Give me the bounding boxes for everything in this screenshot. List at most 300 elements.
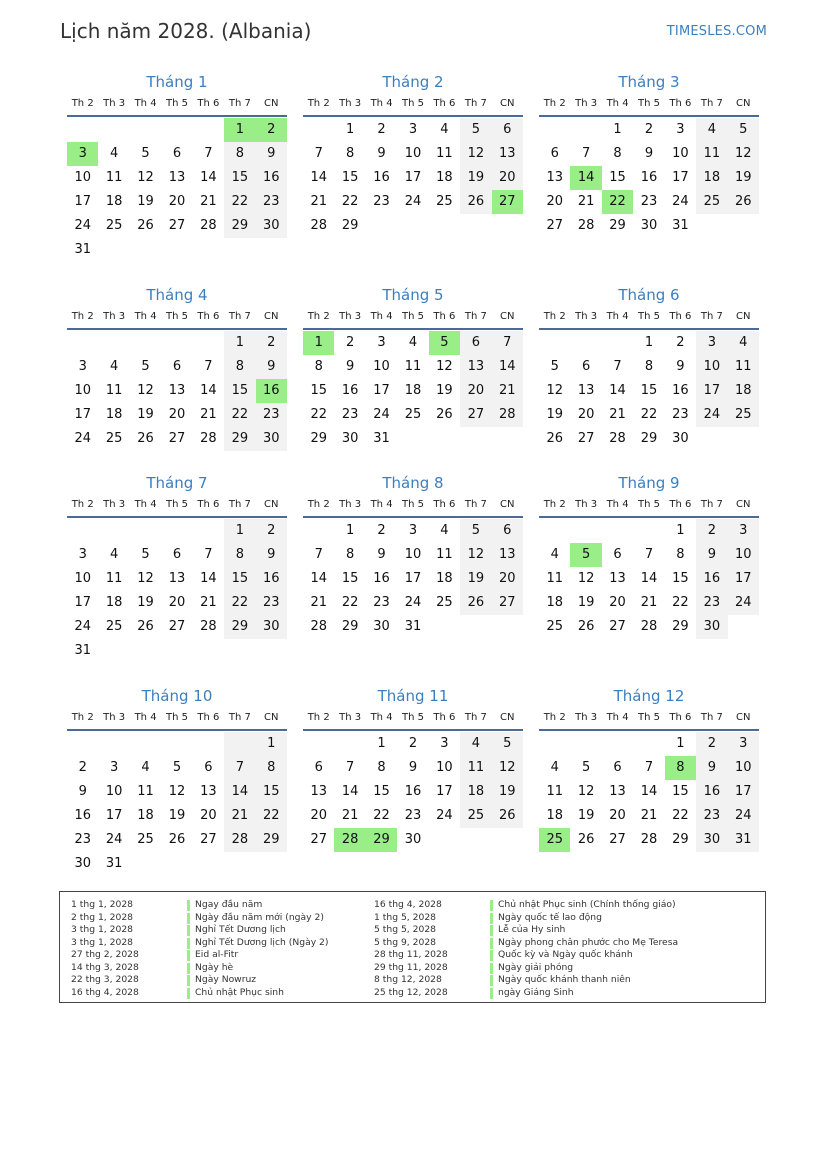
day-cell[interactable]: 12 <box>728 142 759 166</box>
day-cell[interactable]: 18 <box>404 383 422 398</box>
day-cell[interactable]: 26 <box>577 619 595 634</box>
day-cell[interactable]: 7 <box>204 146 213 161</box>
day-cell[interactable]: 14 <box>310 571 327 586</box>
day-cell[interactable]: 29 <box>609 218 626 233</box>
day-cell[interactable]: 18 <box>105 595 123 610</box>
holiday-day-cell[interactable]: 1 <box>224 118 255 142</box>
day-cell[interactable]: 30 <box>373 619 390 634</box>
day-cell[interactable]: 19 <box>577 808 595 823</box>
day-cell[interactable]: 26 <box>137 619 154 634</box>
day-cell[interactable]: 6 <box>172 359 182 374</box>
day-cell[interactable]: 3 <box>78 547 87 562</box>
day-cell[interactable]: 27 <box>577 431 595 446</box>
day-cell[interactable]: 21 <box>200 407 217 422</box>
day-cell[interactable]: 30 <box>640 218 658 233</box>
day-cell[interactable]: 20 <box>546 194 563 209</box>
day-cell[interactable]: 11 <box>436 146 453 161</box>
day-cell[interactable]: 8 <box>224 142 255 166</box>
day-cell[interactable]: 1 <box>644 335 654 350</box>
day-cell[interactable]: 26 <box>728 190 759 214</box>
day-cell[interactable]: 19 <box>546 407 563 422</box>
day-cell[interactable]: 9 <box>256 355 287 379</box>
day-cell[interactable]: 1 <box>377 736 386 751</box>
day-cell[interactable]: 25 <box>546 619 563 634</box>
day-cell[interactable]: 20 <box>200 808 217 823</box>
holiday-day-cell[interactable]: 29 <box>366 828 397 852</box>
day-cell[interactable]: 11 <box>728 355 759 379</box>
day-cell[interactable]: 18 <box>105 194 123 209</box>
day-cell[interactable]: 10 <box>728 756 759 780</box>
day-cell[interactable]: 22 <box>256 804 287 828</box>
day-cell[interactable]: 5 <box>460 519 491 543</box>
day-cell[interactable]: 12 <box>137 571 154 586</box>
day-cell[interactable]: 23 <box>672 407 689 422</box>
day-cell[interactable]: 18 <box>436 170 453 185</box>
day-cell[interactable]: 27 <box>168 619 186 634</box>
day-cell[interactable]: 27 <box>609 832 626 847</box>
day-cell[interactable]: 23 <box>74 832 91 847</box>
day-cell[interactable]: 25 <box>404 407 422 422</box>
day-cell[interactable]: 4 <box>109 359 119 374</box>
day-cell[interactable]: 4 <box>440 523 449 538</box>
day-cell[interactable]: 9 <box>78 784 87 799</box>
day-cell[interactable]: 31 <box>373 431 390 446</box>
day-cell[interactable]: 11 <box>404 359 422 374</box>
day-cell[interactable]: 28 <box>640 832 658 847</box>
day-cell[interactable]: 17 <box>728 780 759 804</box>
day-cell[interactable]: 17 <box>74 407 91 422</box>
day-cell[interactable]: 19 <box>137 595 154 610</box>
day-cell[interactable]: 14 <box>200 383 217 398</box>
day-cell[interactable]: 24 <box>404 595 422 610</box>
day-cell[interactable]: 7 <box>492 331 523 355</box>
day-cell[interactable]: 14 <box>200 170 217 185</box>
day-cell[interactable]: 10 <box>696 355 727 379</box>
day-cell[interactable]: 2 <box>256 331 287 355</box>
holiday-day-cell[interactable]: 8 <box>665 756 696 780</box>
day-cell[interactable]: 2 <box>78 760 87 775</box>
day-cell[interactable]: 4 <box>408 335 418 350</box>
day-cell[interactable]: 7 <box>644 760 654 775</box>
day-cell[interactable]: 17 <box>404 571 422 586</box>
day-cell[interactable]: 3 <box>728 519 759 543</box>
day-cell[interactable]: 20 <box>609 808 626 823</box>
day-cell[interactable]: 27 <box>492 591 523 615</box>
day-cell[interactable]: 11 <box>436 547 453 562</box>
day-cell[interactable]: 23 <box>256 190 287 214</box>
day-cell[interactable]: 12 <box>460 142 491 166</box>
day-cell[interactable]: 5 <box>550 359 559 374</box>
day-cell[interactable]: 13 <box>609 571 626 586</box>
day-cell[interactable]: 16 <box>74 808 91 823</box>
day-cell[interactable]: 23 <box>373 194 390 209</box>
day-cell[interactable]: 1 <box>256 732 287 756</box>
day-cell[interactable]: 24 <box>404 194 422 209</box>
day-cell[interactable]: 12 <box>577 784 595 799</box>
day-cell[interactable]: 16 <box>640 170 658 185</box>
day-cell[interactable]: 2 <box>696 519 727 543</box>
day-cell[interactable]: 26 <box>137 431 154 446</box>
day-cell[interactable]: 9 <box>377 547 386 562</box>
day-cell[interactable]: 6 <box>613 760 622 775</box>
day-cell[interactable]: 6 <box>204 760 213 775</box>
day-cell[interactable]: 22 <box>672 595 689 610</box>
day-cell[interactable]: 4 <box>460 732 491 756</box>
day-cell[interactable]: 8 <box>613 146 622 161</box>
day-cell[interactable]: 10 <box>74 383 91 398</box>
day-cell[interactable]: 27 <box>460 403 491 427</box>
day-cell[interactable]: 14 <box>224 780 255 804</box>
day-cell[interactable]: 15 <box>341 170 359 185</box>
day-cell[interactable]: 13 <box>609 784 626 799</box>
day-cell[interactable]: 22 <box>373 808 390 823</box>
day-cell[interactable]: 10 <box>404 547 422 562</box>
day-cell[interactable]: 14 <box>200 571 217 586</box>
day-cell[interactable]: 15 <box>224 567 255 591</box>
day-cell[interactable]: 7 <box>204 547 213 562</box>
day-cell[interactable]: 14 <box>609 383 626 398</box>
day-cell[interactable]: 24 <box>105 832 123 847</box>
day-cell[interactable]: 3 <box>408 523 418 538</box>
day-cell[interactable]: 11 <box>460 756 491 780</box>
day-cell[interactable]: 10 <box>74 170 91 185</box>
day-cell[interactable]: 15 <box>373 784 390 799</box>
day-cell[interactable]: 20 <box>492 567 523 591</box>
day-cell[interactable]: 5 <box>141 547 150 562</box>
day-cell[interactable]: 2 <box>377 523 386 538</box>
day-cell[interactable]: 31 <box>105 856 123 871</box>
day-cell[interactable]: 1 <box>613 122 622 137</box>
day-cell[interactable]: 11 <box>105 571 123 586</box>
day-cell[interactable]: 4 <box>141 760 150 775</box>
day-cell[interactable]: 7 <box>204 359 213 374</box>
day-cell[interactable]: 29 <box>310 431 327 446</box>
day-cell[interactable]: 1 <box>676 736 685 751</box>
day-cell[interactable]: 24 <box>74 619 91 634</box>
day-cell[interactable]: 28 <box>200 619 217 634</box>
day-cell[interactable]: 13 <box>168 383 186 398</box>
day-cell[interactable]: 4 <box>728 331 759 355</box>
day-cell[interactable]: 26 <box>436 407 453 422</box>
day-cell[interactable]: 8 <box>224 543 255 567</box>
day-cell[interactable]: 9 <box>696 756 727 780</box>
day-cell[interactable]: 10 <box>728 543 759 567</box>
day-cell[interactable]: 4 <box>109 146 119 161</box>
day-cell[interactable]: 24 <box>728 804 759 828</box>
day-cell[interactable]: 19 <box>436 383 453 398</box>
day-cell[interactable]: 8 <box>224 355 255 379</box>
day-cell[interactable]: 20 <box>577 407 595 422</box>
day-cell[interactable]: 17 <box>105 808 123 823</box>
day-cell[interactable]: 27 <box>168 431 186 446</box>
day-cell[interactable]: 12 <box>460 543 491 567</box>
day-cell[interactable]: 9 <box>644 146 654 161</box>
day-cell[interactable]: 19 <box>168 808 186 823</box>
day-cell[interactable]: 8 <box>345 547 355 562</box>
day-cell[interactable]: 17 <box>404 170 422 185</box>
day-cell[interactable]: 20 <box>310 808 327 823</box>
day-cell[interactable]: 15 <box>672 571 689 586</box>
day-cell[interactable]: 25 <box>137 832 154 847</box>
day-cell[interactable]: 21 <box>200 194 217 209</box>
day-cell[interactable]: 6 <box>172 547 182 562</box>
day-cell[interactable]: 25 <box>436 194 453 209</box>
day-cell[interactable]: 15 <box>256 780 287 804</box>
day-cell[interactable]: 21 <box>310 194 327 209</box>
day-cell[interactable]: 5 <box>141 146 150 161</box>
day-cell[interactable]: 7 <box>345 760 355 775</box>
day-cell[interactable]: 7 <box>581 146 591 161</box>
day-cell[interactable]: 12 <box>577 571 595 586</box>
day-cell[interactable]: 17 <box>373 383 390 398</box>
day-cell[interactable]: 22 <box>224 190 255 214</box>
day-cell[interactable]: 25 <box>436 595 453 610</box>
day-cell[interactable]: 22 <box>341 194 359 209</box>
day-cell[interactable]: 22 <box>224 591 255 615</box>
day-cell[interactable]: 3 <box>408 122 418 137</box>
day-cell[interactable]: 13 <box>200 784 217 799</box>
day-cell[interactable]: 25 <box>728 403 759 427</box>
day-cell[interactable]: 14 <box>640 784 658 799</box>
day-cell[interactable]: 8 <box>314 359 323 374</box>
day-cell[interactable]: 13 <box>546 170 563 185</box>
day-cell[interactable]: 28 <box>310 218 327 233</box>
day-cell[interactable]: 29 <box>672 832 689 847</box>
day-cell[interactable]: 16 <box>696 780 727 804</box>
day-cell[interactable]: 18 <box>460 780 491 804</box>
day-cell[interactable]: 23 <box>404 808 422 823</box>
day-cell[interactable]: 30 <box>696 828 727 852</box>
day-cell[interactable]: 17 <box>728 567 759 591</box>
day-cell[interactable]: 28 <box>224 828 255 852</box>
day-cell[interactable]: 17 <box>74 194 91 209</box>
day-cell[interactable]: 30 <box>256 427 287 451</box>
day-cell[interactable]: 3 <box>78 359 87 374</box>
day-cell[interactable]: 2 <box>345 335 355 350</box>
day-cell[interactable]: 12 <box>137 383 154 398</box>
day-cell[interactable]: 20 <box>492 166 523 190</box>
day-cell[interactable]: 23 <box>696 591 727 615</box>
day-cell[interactable]: 18 <box>546 595 563 610</box>
day-cell[interactable]: 17 <box>696 379 727 403</box>
day-cell[interactable]: 10 <box>74 571 91 586</box>
day-cell[interactable]: 20 <box>168 194 186 209</box>
day-cell[interactable]: 21 <box>310 595 327 610</box>
day-cell[interactable]: 26 <box>577 832 595 847</box>
day-cell[interactable]: 31 <box>404 619 422 634</box>
day-cell[interactable]: 12 <box>546 383 563 398</box>
day-cell[interactable]: 19 <box>137 407 154 422</box>
holiday-day-cell[interactable]: 1 <box>303 331 334 355</box>
day-cell[interactable]: 28 <box>200 431 217 446</box>
day-cell[interactable]: 26 <box>492 804 523 828</box>
day-cell[interactable]: 1 <box>676 523 685 538</box>
day-cell[interactable]: 8 <box>345 146 355 161</box>
day-cell[interactable]: 18 <box>137 808 154 823</box>
day-cell[interactable]: 29 <box>341 619 359 634</box>
day-cell[interactable]: 29 <box>672 619 689 634</box>
day-cell[interactable]: 19 <box>460 567 491 591</box>
day-cell[interactable]: 1 <box>224 331 255 355</box>
day-cell[interactable]: 1 <box>345 122 355 137</box>
day-cell[interactable]: 26 <box>137 218 154 233</box>
day-cell[interactable]: 20 <box>168 407 186 422</box>
day-cell[interactable]: 7 <box>644 547 654 562</box>
day-cell[interactable]: 22 <box>341 595 359 610</box>
day-cell[interactable]: 10 <box>373 359 390 374</box>
day-cell[interactable]: 5 <box>581 760 591 775</box>
day-cell[interactable]: 12 <box>168 784 186 799</box>
day-cell[interactable]: 6 <box>314 760 323 775</box>
day-cell[interactable]: 21 <box>341 808 359 823</box>
day-cell[interactable]: 4 <box>440 122 449 137</box>
day-cell[interactable]: 29 <box>224 427 255 451</box>
day-cell[interactable]: 23 <box>256 403 287 427</box>
holiday-day-cell[interactable]: 28 <box>334 828 365 852</box>
day-cell[interactable]: 20 <box>460 379 491 403</box>
day-cell[interactable]: 27 <box>609 619 626 634</box>
day-cell[interactable]: 23 <box>696 804 727 828</box>
day-cell[interactable]: 11 <box>105 383 123 398</box>
day-cell[interactable]: 11 <box>105 170 123 185</box>
day-cell[interactable]: 23 <box>256 591 287 615</box>
day-cell[interactable]: 30 <box>341 431 359 446</box>
day-cell[interactable]: 17 <box>74 595 91 610</box>
day-cell[interactable]: 8 <box>676 547 685 562</box>
day-cell[interactable]: 3 <box>676 122 685 137</box>
day-cell[interactable]: 14 <box>640 571 658 586</box>
day-cell[interactable]: 11 <box>546 571 563 586</box>
day-cell[interactable]: 27 <box>546 218 563 233</box>
day-cell[interactable]: 21 <box>609 407 626 422</box>
day-cell[interactable]: 3 <box>440 736 449 751</box>
day-cell[interactable]: 18 <box>546 808 563 823</box>
day-cell[interactable]: 7 <box>613 359 622 374</box>
day-cell[interactable]: 24 <box>373 407 390 422</box>
day-cell[interactable]: 27 <box>310 832 327 847</box>
day-cell[interactable]: 15 <box>672 784 689 799</box>
day-cell[interactable]: 19 <box>460 166 491 190</box>
day-cell[interactable]: 16 <box>696 567 727 591</box>
day-cell[interactable]: 23 <box>640 194 658 209</box>
day-cell[interactable]: 18 <box>728 379 759 403</box>
day-cell[interactable]: 9 <box>345 359 355 374</box>
day-cell[interactable]: 2 <box>644 122 654 137</box>
day-cell[interactable]: 16 <box>256 567 287 591</box>
day-cell[interactable]: 13 <box>168 170 186 185</box>
day-cell[interactable]: 5 <box>141 359 150 374</box>
day-cell[interactable]: 6 <box>613 547 622 562</box>
day-cell[interactable]: 6 <box>172 146 182 161</box>
day-cell[interactable]: 31 <box>672 218 689 233</box>
day-cell[interactable]: 3 <box>377 335 386 350</box>
day-cell[interactable]: 14 <box>310 170 327 185</box>
day-cell[interactable]: 6 <box>460 331 491 355</box>
day-cell[interactable]: 23 <box>341 407 359 422</box>
day-cell[interactable]: 16 <box>404 784 422 799</box>
day-cell[interactable]: 26 <box>460 190 491 214</box>
day-cell[interactable]: 23 <box>373 595 390 610</box>
day-cell[interactable]: 4 <box>109 547 119 562</box>
day-cell[interactable]: 31 <box>74 242 91 257</box>
day-cell[interactable]: 21 <box>492 379 523 403</box>
holiday-day-cell[interactable]: 25 <box>539 828 570 852</box>
day-cell[interactable]: 14 <box>341 784 359 799</box>
day-cell[interactable]: 24 <box>672 194 689 209</box>
day-cell[interactable]: 13 <box>168 571 186 586</box>
day-cell[interactable]: 6 <box>492 118 523 142</box>
holiday-day-cell[interactable]: 3 <box>67 142 98 166</box>
day-cell[interactable]: 1 <box>224 519 255 543</box>
day-cell[interactable]: 9 <box>377 146 386 161</box>
day-cell[interactable]: 19 <box>492 780 523 804</box>
day-cell[interactable]: 26 <box>460 591 491 615</box>
day-cell[interactable]: 29 <box>640 431 658 446</box>
day-cell[interactable]: 17 <box>672 170 689 185</box>
day-cell[interactable]: 22 <box>310 407 327 422</box>
holiday-day-cell[interactable]: 27 <box>492 190 523 214</box>
holiday-day-cell[interactable]: 16 <box>256 379 287 403</box>
day-cell[interactable]: 9 <box>256 543 287 567</box>
day-cell[interactable]: 12 <box>436 359 453 374</box>
holiday-day-cell[interactable]: 5 <box>570 543 601 567</box>
day-cell[interactable]: 2 <box>377 122 386 137</box>
day-cell[interactable]: 2 <box>676 335 685 350</box>
day-cell[interactable]: 30 <box>256 615 287 639</box>
day-cell[interactable]: 16 <box>373 170 390 185</box>
day-cell[interactable]: 3 <box>109 760 119 775</box>
day-cell[interactable]: 5 <box>172 760 182 775</box>
day-cell[interactable]: 13 <box>492 543 523 567</box>
day-cell[interactable]: 6 <box>550 146 559 161</box>
day-cell[interactable]: 12 <box>137 170 154 185</box>
day-cell[interactable]: 24 <box>74 218 91 233</box>
day-cell[interactable]: 22 <box>224 403 255 427</box>
day-cell[interactable]: 4 <box>550 760 559 775</box>
day-cell[interactable]: 1 <box>345 523 355 538</box>
day-cell[interactable]: 29 <box>224 214 255 238</box>
day-cell[interactable]: 15 <box>310 383 327 398</box>
day-cell[interactable]: 9 <box>696 543 727 567</box>
day-cell[interactable]: 6 <box>492 519 523 543</box>
day-cell[interactable]: 16 <box>672 383 689 398</box>
day-cell[interactable]: 10 <box>105 784 123 799</box>
day-cell[interactable]: 28 <box>640 619 658 634</box>
holiday-day-cell[interactable]: 2 <box>256 118 287 142</box>
day-cell[interactable]: 13 <box>577 383 595 398</box>
day-cell[interactable]: 9 <box>408 760 418 775</box>
day-cell[interactable]: 27 <box>168 218 186 233</box>
day-cell[interactable]: 28 <box>310 619 327 634</box>
day-cell[interactable]: 30 <box>256 214 287 238</box>
day-cell[interactable]: 29 <box>224 615 255 639</box>
day-cell[interactable]: 5 <box>492 732 523 756</box>
day-cell[interactable]: 30 <box>74 856 91 871</box>
day-cell[interactable]: 16 <box>373 571 390 586</box>
day-cell[interactable]: 20 <box>609 595 626 610</box>
day-cell[interactable]: 10 <box>672 146 689 161</box>
day-cell[interactable]: 11 <box>696 142 727 166</box>
day-cell[interactable]: 11 <box>137 784 154 799</box>
day-cell[interactable]: 25 <box>460 804 491 828</box>
day-cell[interactable]: 15 <box>341 571 359 586</box>
day-cell[interactable]: 18 <box>436 571 453 586</box>
day-cell[interactable]: 8 <box>256 756 287 780</box>
day-cell[interactable]: 10 <box>404 146 422 161</box>
day-cell[interactable]: 9 <box>676 359 685 374</box>
day-cell[interactable]: 28 <box>200 218 217 233</box>
day-cell[interactable]: 29 <box>341 218 359 233</box>
